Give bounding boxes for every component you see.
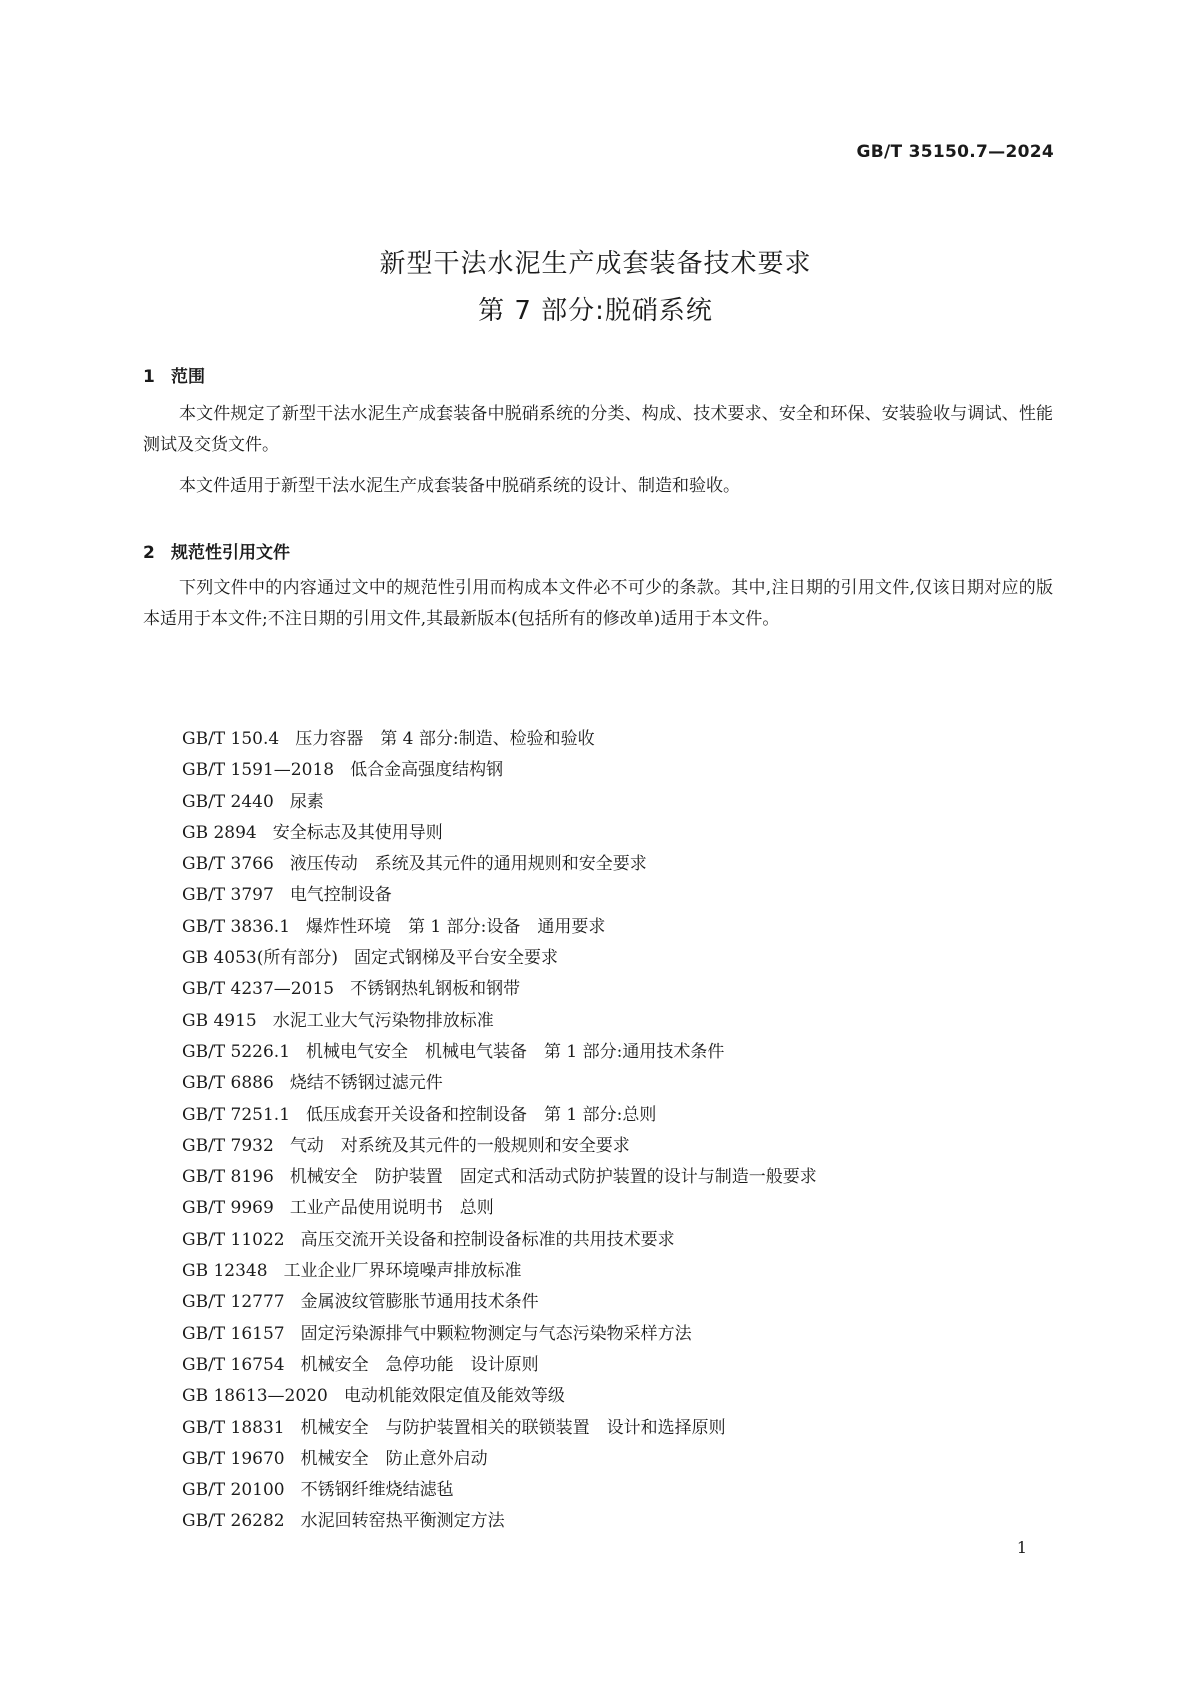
reference-title: 气动 对系统及其元件的一般规则和安全要求 bbox=[289, 1135, 630, 1156]
reference-title: 电动机能效限定值及能效等级 bbox=[343, 1386, 565, 1407]
reference-code: GB/T 11022 bbox=[182, 1229, 285, 1250]
reference-item bbox=[182, 849, 817, 880]
reference-title: 不锈钢热轧钢板和钢带 bbox=[350, 979, 521, 1000]
reference-title: 水泥回转窑热平衡测定方法 bbox=[300, 1511, 505, 1532]
reference-title: 不锈钢纤维烧结滤毡 bbox=[300, 1480, 454, 1501]
reference-code: GB/T 3797 bbox=[182, 885, 274, 906]
reference-item bbox=[182, 1100, 817, 1131]
page-number: 1 bbox=[1016, 1538, 1027, 1557]
reference-code: GB/T 5226.1 bbox=[182, 1041, 291, 1062]
section-title: 规范性引用文件 bbox=[171, 543, 290, 563]
reference-item bbox=[182, 912, 817, 943]
reference-title: 电气控制设备 bbox=[289, 885, 392, 906]
reference-code: GB 4915 bbox=[182, 1010, 257, 1031]
reference-title: 机械安全 急停功能 设计原则 bbox=[300, 1354, 539, 1375]
reference-title: 机械安全 与防护装置相关的联锁装置 设计和选择原则 bbox=[300, 1417, 726, 1438]
reference-title: 尿素 bbox=[289, 791, 324, 812]
reference-item bbox=[182, 1256, 817, 1287]
reference-item bbox=[182, 1319, 817, 1350]
reference-code: GB/T 3836.1 bbox=[182, 916, 291, 937]
reference-item bbox=[182, 1413, 817, 1444]
section-number: 2 bbox=[143, 543, 155, 563]
reference-code: GB 12348 bbox=[182, 1261, 268, 1282]
reference-item bbox=[182, 1350, 817, 1381]
references-intro-paragraph: 下列文件中的内容通过文中的规范性引用而构成本文件必不可少的条款。其中,注日期的引用文件,仅该日期对应的版本适用于本文件;不注日期的引用文件,其最新版本(包括所有的修改单)适用于本文件。 bbox=[143, 578, 1053, 629]
reference-title: 高压交流开关设备和控制设备标准的共用技术要求 bbox=[300, 1229, 675, 1250]
reference-item bbox=[182, 974, 817, 1005]
reference-item bbox=[182, 818, 817, 849]
reference-title: 爆炸性环境 第 1 部分:设备 通用要求 bbox=[306, 916, 606, 937]
reference-code: GB/T 12777 bbox=[182, 1292, 285, 1313]
document-subtitle: 第 7 部分:脱硝系统 bbox=[478, 296, 713, 326]
reference-code: GB/T 150.4 bbox=[182, 729, 280, 749]
reference-title: 水泥工业大气污染物排放标准 bbox=[272, 1010, 494, 1031]
reference-code: GB/T 19670 bbox=[182, 1448, 285, 1469]
reference-title: 低合金高强度结构钢 bbox=[350, 760, 504, 781]
reference-code: GB/T 2440 bbox=[182, 791, 274, 812]
reference-code: GB 4053(所有部分) bbox=[182, 948, 339, 969]
reference-title: 烧结不锈钢过滤元件 bbox=[289, 1073, 443, 1094]
reference-title: 固定式钢梯及平台安全要求 bbox=[354, 948, 559, 969]
reference-item bbox=[182, 755, 817, 786]
reference-title: 工业企业厂界环境噪声排放标准 bbox=[283, 1261, 522, 1282]
reference-title: 机械安全 防止意外启动 bbox=[300, 1448, 488, 1469]
reference-item bbox=[182, 1193, 817, 1224]
reference-code: GB/T 20100 bbox=[182, 1480, 285, 1501]
reference-title: 机械电气安全 机械电气装备 第 1 部分:通用技术条件 bbox=[306, 1041, 725, 1062]
reference-item bbox=[182, 1506, 817, 1537]
reference-code: GB 2894 bbox=[182, 822, 257, 843]
document-title: 新型干法水泥生产成套装备技术要求 bbox=[379, 249, 812, 279]
reference-item bbox=[182, 1162, 817, 1193]
reference-title: 金属波纹管膨胀节通用技术条件 bbox=[300, 1292, 539, 1313]
reference-item bbox=[182, 1037, 817, 1068]
reference-item bbox=[182, 787, 817, 818]
reference-title: 液压传动 系统及其元件的通用规则和安全要求 bbox=[289, 854, 647, 875]
reference-title: 压力容器 第 4 部分:制造、检验和验收 bbox=[295, 729, 595, 749]
reference-title: 低压成套开关设备和控制设备 第 1 部分:总则 bbox=[306, 1104, 657, 1125]
reference-item bbox=[182, 724, 817, 755]
section-heading-scope bbox=[143, 362, 205, 387]
reference-title: 安全标志及其使用导则 bbox=[272, 822, 443, 843]
reference-code: GB/T 7932 bbox=[182, 1135, 274, 1156]
section-heading-normative-references bbox=[143, 538, 290, 563]
scope-paragraph-2: 本文件适用于新型干法水泥生产成套装备中脱硝系统的设计、制造和验收。 bbox=[179, 476, 740, 496]
reference-title: 机械安全 防护装置 固定式和活动式防护装置的设计与制造一般要求 bbox=[289, 1167, 817, 1188]
reference-code: GB/T 9969 bbox=[182, 1198, 274, 1219]
reference-list bbox=[182, 724, 817, 1538]
reference-item bbox=[182, 1287, 817, 1318]
reference-code: GB/T 16754 bbox=[182, 1354, 285, 1375]
reference-code: GB/T 18831 bbox=[182, 1417, 285, 1438]
reference-item bbox=[182, 1444, 817, 1475]
reference-code: GB 18613—2020 bbox=[182, 1386, 328, 1407]
section-number: 1 bbox=[143, 367, 155, 387]
reference-code: GB/T 16157 bbox=[182, 1323, 285, 1344]
reference-item bbox=[182, 1475, 817, 1506]
reference-code: GB/T 4237—2015 bbox=[182, 979, 335, 1000]
reference-item bbox=[182, 1006, 817, 1037]
reference-code: GB/T 1591—2018 bbox=[182, 760, 335, 781]
standard-number: GB/T 35150.7—2024 bbox=[856, 142, 1054, 162]
reference-code: GB/T 3766 bbox=[182, 854, 274, 875]
reference-item bbox=[182, 1381, 817, 1412]
reference-item bbox=[182, 1131, 817, 1162]
reference-item bbox=[182, 880, 817, 911]
reference-item bbox=[182, 1068, 817, 1099]
section-title: 范围 bbox=[171, 367, 205, 387]
reference-item bbox=[182, 943, 817, 974]
reference-title: 工业产品使用说明书 总则 bbox=[289, 1198, 494, 1219]
reference-title: 固定污染源排气中颗粒物测定与气态污染物采样方法 bbox=[300, 1323, 692, 1344]
reference-code: GB/T 7251.1 bbox=[182, 1104, 291, 1125]
reference-code: GB/T 8196 bbox=[182, 1167, 274, 1188]
reference-code: GB/T 26282 bbox=[182, 1511, 285, 1532]
scope-paragraph-1: 本文件规定了新型干法水泥生产成套装备中脱硝系统的分类、构成、技术要求、安全和环保、安装验收与调试、性能测试及交货文件。 bbox=[143, 404, 1053, 455]
reference-item bbox=[182, 1225, 817, 1256]
reference-code: GB/T 6886 bbox=[182, 1073, 274, 1094]
